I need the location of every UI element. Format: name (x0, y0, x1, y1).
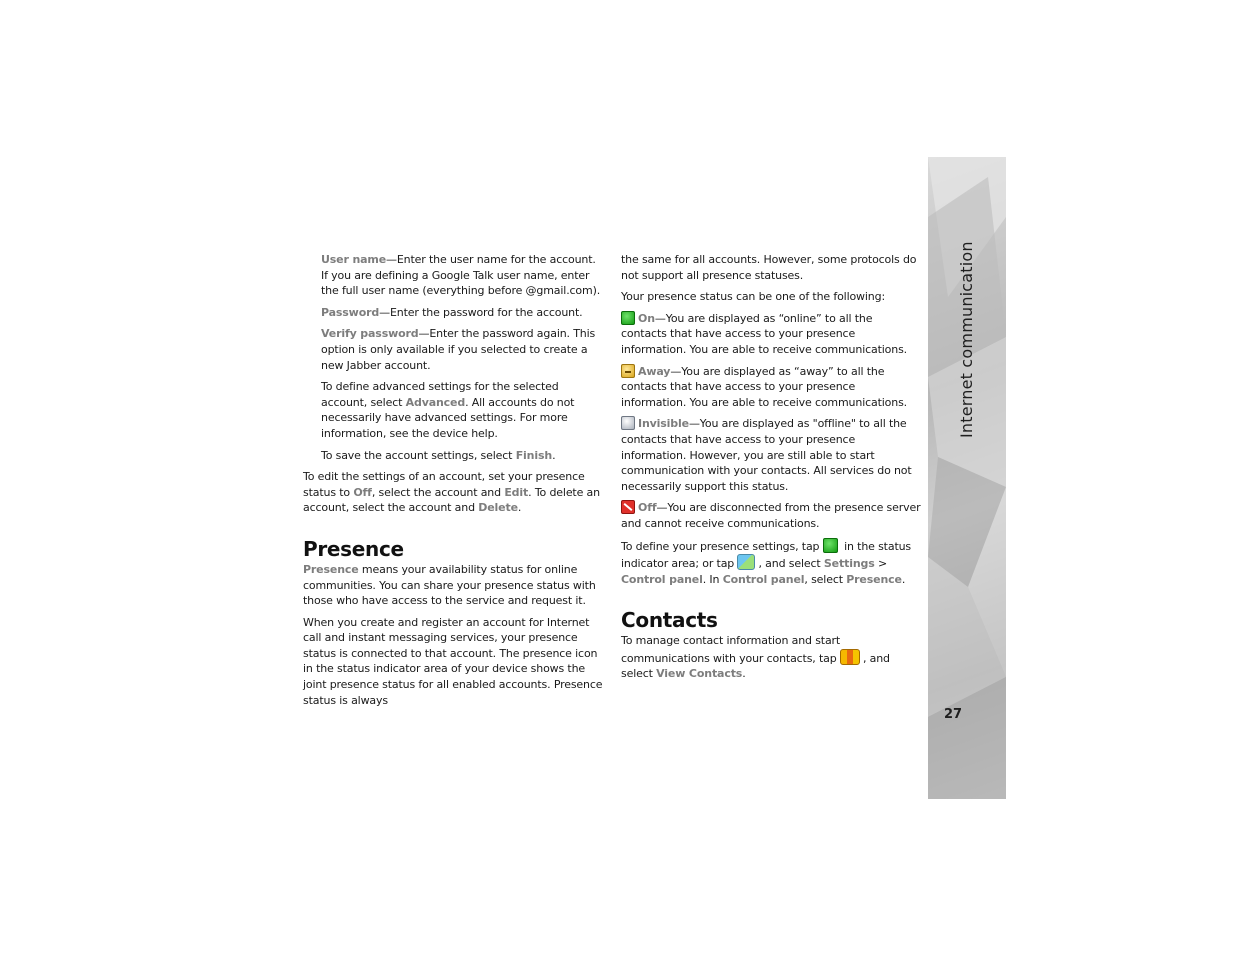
presence-intro: Presence means your availability status for online communities. You can share your presence status with those who have access to the service and request it. (303, 562, 596, 608)
invisible-status-icon (621, 416, 635, 430)
verify-password-option: Verify password—Enter the password again. This option is only available if you selected to create a new Jabber account. (321, 327, 596, 372)
status-intro: Your presence status can be one of the following: (621, 290, 886, 304)
invisible-term: Invisible (638, 417, 689, 431)
advanced-paragraph: To define advanced settings for the selected account, select Advanced. All accounts do not necessarily have advanced settings. For more information, see the device help. (321, 380, 575, 440)
presence-setting-term: Presence (846, 572, 902, 586)
presence-register-paragraph: When you create and register an account for Internet call and instant messaging services, your presence status is connected to that account. The presence icon in the status indicator area of your device shows the joint presence status for all enabled accounts. Presence status is always (303, 615, 603, 707)
user-name-option: User name—Enter the user name for the account. If you are defining a Google Talk user name, enter the full user name (everything before @gmail.com). (321, 253, 601, 298)
presence-heading: Presence (303, 536, 404, 561)
status-off: Off—You are disconnected from the presence server and cannot receive communications. (621, 501, 921, 530)
off-status-term: Off (638, 501, 657, 515)
offline-status-icon (621, 500, 635, 514)
edit-term: Edit (504, 485, 529, 499)
save-paragraph: To save the account settings, select Finish. (321, 448, 556, 462)
define-settings-paragraph: To define your presence settings, tap in the status indicator area; or tap , and select Settings > Control panel. In Control panel, select Presence. (621, 539, 912, 586)
contacts-heading: Contacts (621, 608, 718, 633)
away-status-icon (621, 364, 635, 378)
contacts-icon (840, 649, 860, 665)
presence-indicator-icon (823, 538, 838, 553)
away-term: Away (638, 364, 671, 378)
status-away: Away—You are displayed as “away” to all the contacts that have access to your presence information. You are able to receive communications. (621, 364, 907, 409)
view-contacts-term: View Contacts (656, 667, 743, 681)
left-column (303, 252, 605, 714)
password-option: Password—Enter the password for the account. (321, 305, 583, 319)
verify-password-term: Verify password (321, 327, 419, 341)
right-column (621, 252, 921, 688)
edit-paragraph: To edit the settings of an account, set your presence status to Off, select the account and Edit. To delete an account, select the account and Delete. (303, 470, 600, 515)
delete-term: Delete (478, 501, 518, 515)
status-on: On—You are displayed as “online” to all the contacts that have access to your presence information. You are able to receive communications. (621, 311, 907, 356)
on-term: On (638, 311, 655, 325)
contacts-paragraph: To manage contact information and start communications with your contacts, tap , and select View Contacts. (621, 634, 890, 681)
off-term: Off (353, 485, 372, 499)
page-number: 27 (944, 707, 963, 722)
online-status-icon (621, 311, 635, 325)
presence-term: Presence (303, 562, 359, 576)
settings-menu-icon (737, 554, 755, 570)
password-term: Password (321, 305, 380, 319)
user-name-term: User name (321, 253, 387, 266)
control-panel-term: Control panel (621, 572, 703, 586)
finish-term: Finish (515, 448, 553, 462)
settings-term: Settings (823, 557, 875, 571)
advanced-term: Advanced (405, 395, 466, 409)
status-invisible: Invisible—You are displayed as "offline" to all the contacts that have access to your presence information. However, you are still able to start communication with your contacts. All services do not necessarily support this status. (621, 417, 912, 493)
continuation-paragraph: the same for all accounts. However, some protocols do not support all presence statuses. (621, 253, 917, 282)
chapter-title: Internet communication (957, 241, 976, 438)
control-panel-term-2: Control panel (722, 572, 805, 586)
